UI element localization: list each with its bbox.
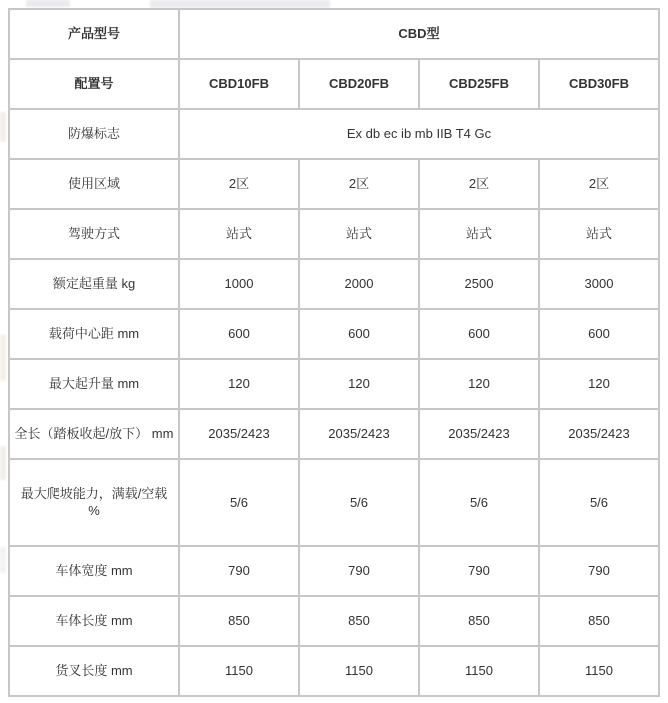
row-label: 驾驶方式 <box>9 209 179 259</box>
value-cell: 2035/2423 <box>299 409 419 459</box>
merged-value-cell: Ex db ec ib mb IIB T4 Gc <box>179 109 659 159</box>
table-row <box>9 209 659 259</box>
value-cell: 5/6 <box>179 459 299 546</box>
value-cell: 2区 <box>539 159 659 209</box>
value-cell: 600 <box>539 309 659 359</box>
watermark-fragment <box>0 112 6 142</box>
value-cell: 站式 <box>539 209 659 259</box>
table-row <box>9 159 659 209</box>
value-cell: 2区 <box>179 159 299 209</box>
column-header: CBD10FB <box>179 59 299 109</box>
value-cell: 850 <box>419 596 539 646</box>
value-cell: 2区 <box>419 159 539 209</box>
table-row-product-model <box>9 9 659 59</box>
value-cell: 600 <box>179 309 299 359</box>
row-label: 防爆标志 <box>9 109 179 159</box>
value-cell: 790 <box>299 546 419 596</box>
watermark-fragment <box>0 547 6 573</box>
watermark-fragment <box>150 0 330 8</box>
value-cell: 790 <box>539 546 659 596</box>
value-cell: 850 <box>539 596 659 646</box>
watermark-fragment <box>0 335 6 381</box>
table-row <box>9 259 659 309</box>
value-cell: 5/6 <box>419 459 539 546</box>
value-cell: 站式 <box>299 209 419 259</box>
value-cell: 2035/2423 <box>539 409 659 459</box>
watermark-fragment <box>26 0 70 7</box>
table-row <box>9 546 659 596</box>
value-cell: 1150 <box>419 646 539 696</box>
spec-table <box>8 8 660 697</box>
value-cell: 站式 <box>179 209 299 259</box>
value-cell: 5/6 <box>299 459 419 546</box>
column-header: CBD20FB <box>299 59 419 109</box>
value-cell: 120 <box>179 359 299 409</box>
table-row-config <box>9 59 659 109</box>
table-row <box>9 409 659 459</box>
value-cell: 2000 <box>299 259 419 309</box>
table-row <box>9 459 659 546</box>
value-cell: 600 <box>419 309 539 359</box>
value-cell: 850 <box>179 596 299 646</box>
value-cell: 120 <box>419 359 539 409</box>
value-cell: 850 <box>299 596 419 646</box>
table-row <box>9 109 659 159</box>
value-cell: 1150 <box>539 646 659 696</box>
value-cell: 600 <box>299 309 419 359</box>
value-cell: 1000 <box>179 259 299 309</box>
row-label: 全长（踏板收起/放下） mm <box>9 409 179 459</box>
row-label: 额定起重量 kg <box>9 259 179 309</box>
row-label: 配置号 <box>9 59 179 109</box>
value-cell: 2区 <box>299 159 419 209</box>
value-cell: 1150 <box>179 646 299 696</box>
value-cell: 2035/2423 <box>419 409 539 459</box>
watermark-fragment <box>0 446 6 480</box>
table-row <box>9 646 659 696</box>
row-label: 产品型号 <box>9 9 179 59</box>
value-cell: 1150 <box>299 646 419 696</box>
merged-value-cell: CBD型 <box>179 9 659 59</box>
row-label: 车体宽度 mm <box>9 546 179 596</box>
value-cell: 790 <box>179 546 299 596</box>
row-label: 车体长度 mm <box>9 596 179 646</box>
value-cell: 120 <box>539 359 659 409</box>
column-header: CBD25FB <box>419 59 539 109</box>
column-header: CBD30FB <box>539 59 659 109</box>
value-cell: 120 <box>299 359 419 409</box>
row-label: 载荷中心距 mm <box>9 309 179 359</box>
row-label: 最大起升量 mm <box>9 359 179 409</box>
table-row <box>9 359 659 409</box>
value-cell: 2035/2423 <box>179 409 299 459</box>
value-cell: 790 <box>419 546 539 596</box>
value-cell: 2500 <box>419 259 539 309</box>
row-label: 使用区域 <box>9 159 179 209</box>
table-row <box>9 596 659 646</box>
value-cell: 3000 <box>539 259 659 309</box>
table-row <box>9 309 659 359</box>
row-label: 最大爬坡能力，满载/空载 % <box>9 459 179 546</box>
value-cell: 5/6 <box>539 459 659 546</box>
row-label: 货叉长度 mm <box>9 646 179 696</box>
value-cell: 站式 <box>419 209 539 259</box>
